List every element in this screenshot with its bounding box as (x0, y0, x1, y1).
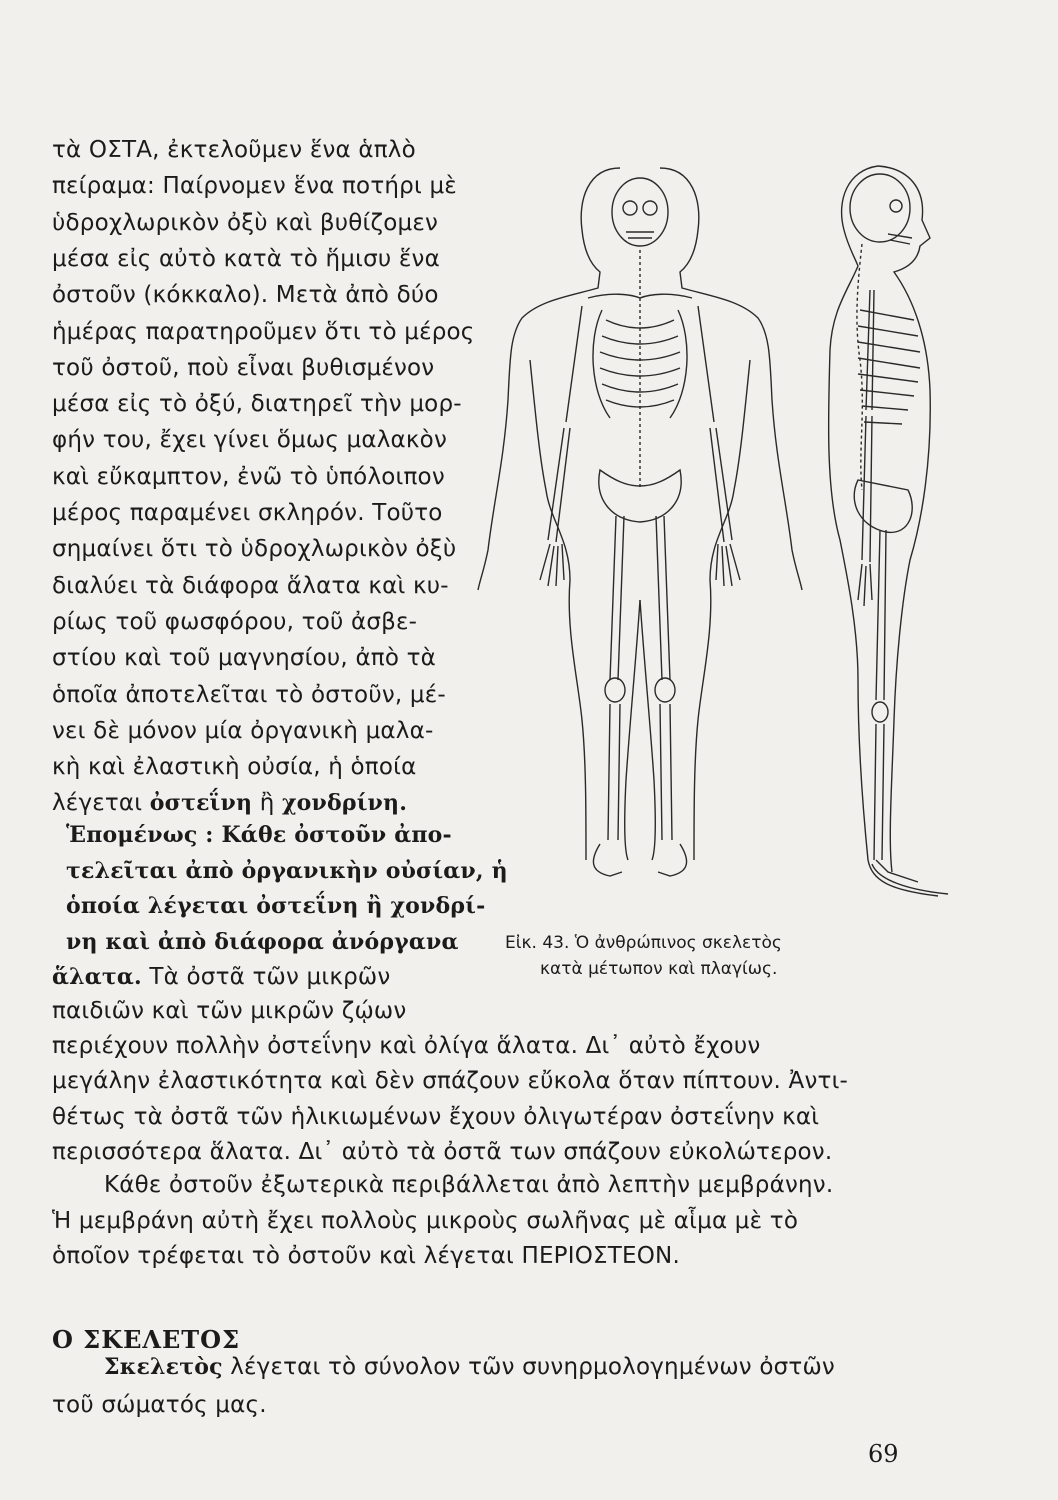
text-line: καὶ εὔκαμπτον, ἐνῶ τὸ ὑπόλοιπον (52, 463, 445, 490)
text-line: μεγάλην ἐλαστικότητα καὶ δὲν σπάζουν εὔκολα ὅταν πίπτουν. Ἀντι- (52, 1068, 849, 1095)
text-line: μέρος παραμένει σκληρόν. Τοῦτο (52, 500, 443, 526)
text-line: τοῦ σώματός μας. (52, 1392, 267, 1418)
skeleton-side-figure (818, 160, 968, 920)
text-line: λέγεται ὀστεΐνη ἢ χονδρίνη. (52, 790, 408, 816)
skeleton-front-figure (470, 160, 810, 900)
text-line: ἅλατα. Τὰ ὀστᾶ τῶν μικρῶν (52, 964, 391, 990)
text-line: στίου καὶ τοῦ μαγνησίου, ἀπὸ τὰ (52, 645, 437, 672)
text-line: παιδιῶν καὶ τῶν μικρῶν ζῴων (52, 998, 407, 1024)
section-heading: Ο ΣΚΕΛΕΤΟΣ (52, 1325, 241, 1354)
text-line: Ἑπομένως : Κάθε ὀστοῦν ἀπο- (66, 822, 452, 848)
text-line: ὁποῖον τρέφεται τὸ ὀστοῦν καὶ λέγεται ΠΕΡΙΟΣΤΕΟΝ. (52, 1243, 680, 1269)
text-line: τὰ ΟΣΤΑ, ἐκτελοῦμεν ἕνα ἁπλὸ (52, 137, 416, 163)
text-line: περιέχουν πολλὴν ὀστεΐνην καὶ ὀλίγα ἅλατα. Δι᾽ αὐτὸ ἔχουν (52, 1033, 761, 1060)
term-osteine: ὀστεΐνη (149, 790, 253, 816)
text-line: φήν του, ἔχει γίνει ὅμως μαλακὸν (52, 427, 447, 454)
figure-caption-line1: Εἰκ. 43. Ὁ ἀνθρώπινος σκελετὸς (505, 933, 782, 953)
text-line: ὀστοῦν (κόκκαλο). Μετὰ ἀπὸ δύο (52, 282, 439, 309)
text-line: διαλύει τὰ διάφορα ἅλατα καὶ κυ- (52, 572, 449, 599)
text-line: ὁποῖα ἀποτελεῖται τὸ ὀστοῦν, μέ- (52, 681, 446, 708)
figure-caption-line2: κατὰ μέτωπον καὶ πλαγίως. (540, 959, 778, 979)
text-line: περισσότερα ἅλατα. Δι᾽ αὐτὸ τὰ ὀστᾶ των σπάζουν εὐκολώτερον. (52, 1138, 833, 1165)
text-line: Σκελετὸς λέγεται τὸ σύνολον τῶν συνηρμολογημένων ὀστῶν (104, 1354, 835, 1380)
text-line: Κάθε ὀστοῦν ἐξωτερικὰ περιβάλλεται ἀπὸ λεπτὴν μεμβράνην. (104, 1172, 834, 1198)
text-line: τοῦ ὀστοῦ, ποὺ εἶναι βυθισμένον (52, 354, 435, 381)
text-line: ὑδροχλωρικὸν ὀξὺ καὶ βυθίζομεν (52, 209, 439, 236)
text-line: θέτως τὰ ὀστᾶ τῶν ἡλικιωμένων ἔχουν ὀλιγωτέραν ὀστεΐνην καὶ (52, 1103, 820, 1130)
text-line: σημαίνει ὅτι τὸ ὑδροχλωρικὸν ὀξὺ (52, 536, 457, 563)
text-line: ἡμέρας παρατηροῦμεν ὅτι τὸ μέρος (52, 318, 475, 345)
text-line: νει δὲ μόνον μία ὀργανικὴ μαλα- (52, 717, 434, 744)
text-line: Ἡ μεμβράνη αὐτὴ ἔχει πολλοὺς μικροὺς σωλῆνας μὲ αἷμα μὲ τὸ (52, 1207, 799, 1234)
text-line: τελεῖται ἀπὸ ὀργανικὴν οὐσίαν, ἡ (66, 857, 508, 884)
page-number: 69 (868, 1440, 899, 1468)
term-chondrine: χονδρίνη. (282, 790, 408, 816)
text-line: ὁποία λέγεται ὀστεΐνη ἢ χονδρί- (66, 893, 486, 919)
text-line: νη καὶ ἀπὸ διάφορα ἀνόργανα (66, 928, 459, 955)
text-line: μέσα εἰς τὸ ὀξύ, διατηρεῖ τὴν μορ- (52, 391, 462, 418)
text-line: κὴ καὶ ἐλαστικὴ οὐσία, ἡ ὁποία (52, 754, 417, 781)
text-line: μέσα εἰς αὐτὸ κατὰ τὸ ἥμισυ ἕνα (52, 245, 440, 272)
text-line: πείραμα: Παίρνομεν ἕνα ποτήρι μὲ (52, 173, 457, 200)
text-line: ρίως τοῦ φωσφόρου, τοῦ ἀσβε- (52, 608, 418, 635)
